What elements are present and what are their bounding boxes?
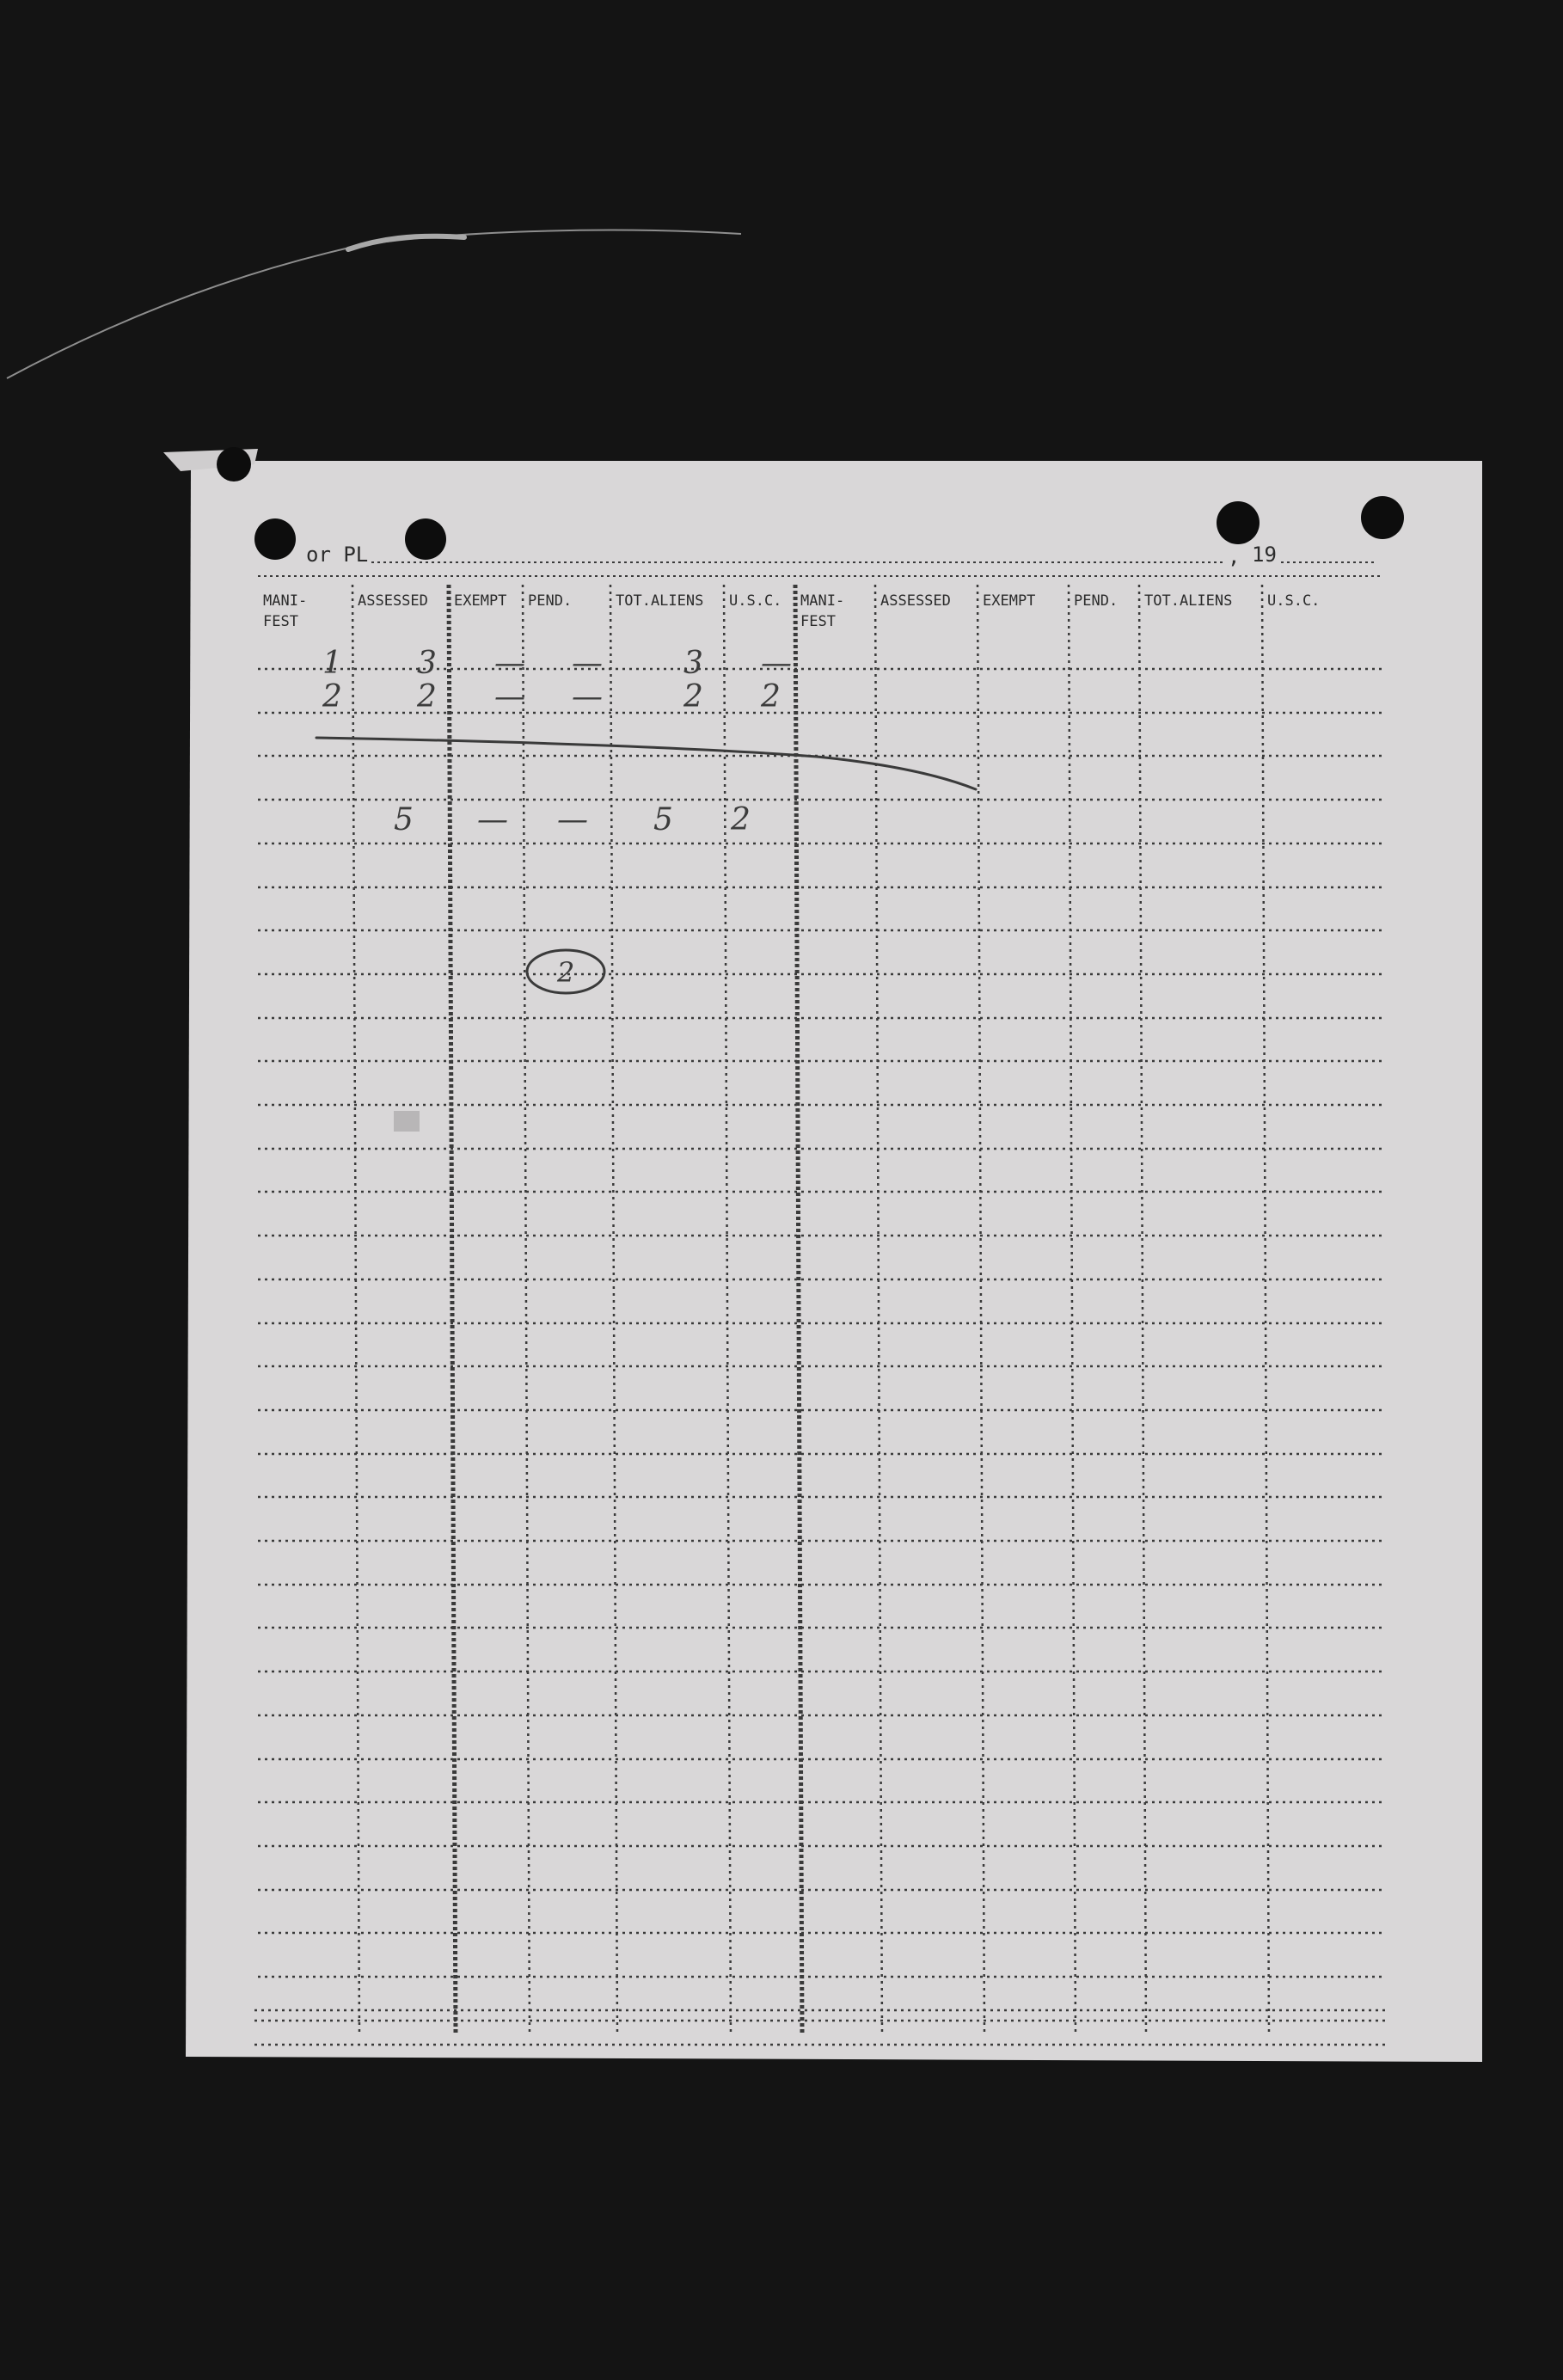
stray-fiber-knot	[348, 236, 464, 249]
handwritten-value: —	[477, 802, 508, 837]
column-header: MANI-	[800, 592, 845, 610]
column-header: ASSESSED	[358, 592, 428, 610]
column-header: PEND.	[1074, 592, 1119, 610]
punch-hole-partial	[217, 447, 251, 482]
handwritten-value: 2	[322, 679, 342, 715]
column-header: TOT.ALIENS	[616, 592, 704, 610]
header-year-prefix: 19	[1252, 543, 1277, 567]
punch-hole	[254, 518, 296, 560]
handwritten-value: 5	[653, 802, 673, 837]
column-header: FEST	[800, 613, 836, 630]
column-header: U.S.C.	[1267, 592, 1321, 610]
column-header: ASSESSED	[880, 592, 951, 610]
punch-hole	[405, 518, 446, 560]
column-header: PEND.	[528, 592, 573, 610]
handwritten-value: 3	[683, 646, 703, 681]
punch-hole	[1361, 496, 1404, 539]
handwritten-value: —	[572, 646, 603, 681]
handwritten-value: 2	[731, 802, 751, 837]
handwritten-value: 2	[417, 679, 437, 715]
handwritten-value: 2	[683, 679, 703, 715]
handwritten-value: 3	[417, 646, 437, 681]
handwritten-value: —	[557, 802, 588, 837]
handwritten-value: 1	[322, 646, 342, 681]
ink-smudge	[394, 1111, 420, 1132]
punch-hole	[1217, 501, 1260, 544]
handwritten-value: —	[572, 679, 603, 715]
handwritten-value: —	[494, 679, 525, 715]
column-header: TOT.ALIENS	[1144, 592, 1233, 610]
header-prefix: or PL	[306, 543, 369, 567]
handwritten-value: —	[494, 646, 525, 681]
column-header: U.S.C.	[729, 592, 782, 610]
column-header: EXEMPT	[983, 592, 1036, 610]
handwritten-value: —	[761, 646, 792, 681]
header-year-comma: ,	[1228, 544, 1241, 568]
paper-sheet	[163, 449, 1482, 2062]
paper-surface	[186, 461, 1482, 2062]
column-header: MANI-	[263, 592, 308, 610]
column-header: EXEMPT	[454, 592, 507, 610]
circled-note-value: 2	[557, 956, 575, 989]
handwritten-value: 5	[394, 802, 414, 837]
handwritten-value: 2	[761, 679, 781, 715]
stray-fiber	[7, 230, 741, 378]
column-header: FEST	[263, 613, 298, 630]
